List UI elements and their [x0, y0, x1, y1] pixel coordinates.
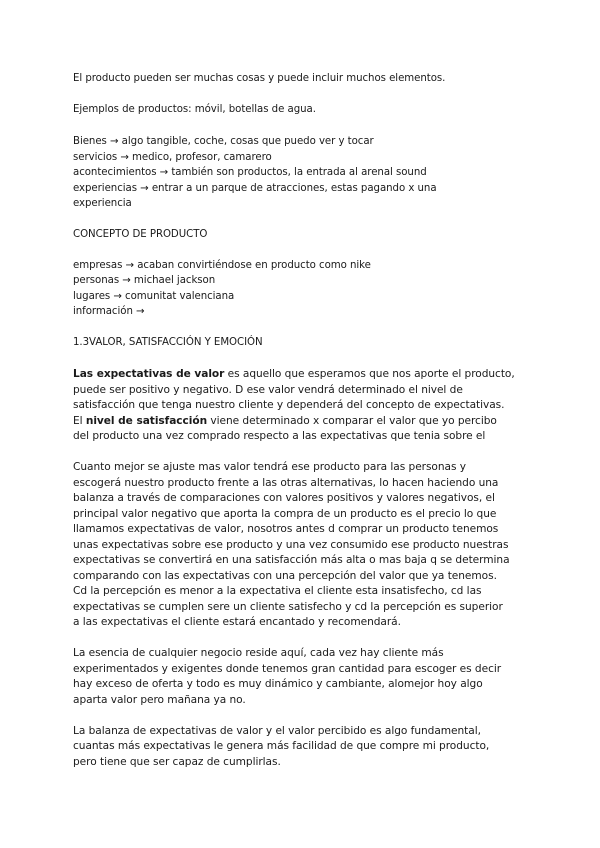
type-experiencias-cont: experiencia — [73, 198, 132, 209]
section-heading: 1.3VALOR, SATISFACCIÓN Y EMOCIÓN — [73, 337, 263, 348]
type-acontecimientos: acontecimientos → también son productos, la entrada al arenal sound — [73, 167, 427, 178]
p4-line: cuantas más expectativas le genera más facilidad de que compre mi producto, — [73, 740, 490, 752]
p2-line: expectativas se convertirá en una satisfacción más alta o mas baja q se determina — [73, 554, 510, 566]
p2-line: balanza a través de comparaciones con valores positivos y valores negativos, el — [73, 492, 495, 504]
bold-nivel-satisfaccion: nivel de satisfacción — [85, 415, 208, 427]
p1-line-1: Las expectativas de valor es aquello que esperamos que nos aporte el producto, — [73, 368, 515, 380]
concepto-informacion: información → — [73, 306, 145, 317]
p2-line: a las expectativas el cliente estará encantado y recomendará. — [73, 616, 401, 628]
concepto-personas: personas → michael jackson — [73, 275, 216, 286]
type-servicios: servicios → medico, profesor, camarero — [73, 152, 272, 163]
type-bienes: Bienes → algo tangible, coche, cosas que puedo ver y tocar — [73, 136, 374, 147]
p2-line: Cd la percepción es menor a la expectativa el cliente esta insatisfecho, cd las — [73, 585, 482, 597]
p2-line: unas expectativas sobre ese producto y una vez consumido ese producto nuestras — [73, 539, 509, 551]
p1-line-3: satisfacción que tenga nuestro cliente y dependerá del concepto de expectativas. — [73, 399, 505, 411]
p3-line: experimentados y exigentes donde tenemos gran cantidad para escoger es decir — [73, 663, 502, 675]
p1-line-2: puede ser positivo y negativo. D ese valor vendrá determinado el nivel de — [73, 384, 463, 396]
p2-line: principal valor negativo que aporta la compra de un producto es el precio lo que — [73, 508, 497, 520]
p2-line: Cuanto mejor se ajuste mas valor tendrá ese producto para las personas y — [73, 461, 466, 473]
concepto-heading: CONCEPTO DE PRODUCTO — [73, 229, 208, 240]
p1-line-5: del producto una vez comprado respecto a las expectativas que tenia sobre el — [73, 430, 486, 442]
concepto-empresas: empresas → acaban convirtiéndose en producto como nike — [73, 260, 371, 271]
concepto-lugares: lugares → comunitat valenciana — [73, 291, 235, 302]
intro-line-2: Ejemplos de productos: móvil, botellas de agua. — [73, 104, 316, 115]
bold-expectativas: Las expectativas de valor — [73, 368, 225, 380]
p4-line: La balanza de expectativas de valor y el valor percibido es algo fundamental, — [73, 725, 481, 737]
intro-line-1: El producto pueden ser muchas cosas y puede incluir muchos elementos. — [73, 73, 446, 84]
p2-line: comparando con las expectativas con una percepción del valor que ya tenemos. — [73, 570, 497, 582]
p3-line: hay exceso de oferta y todo es muy dinámico y cambiante, alomejor hoy algo — [73, 678, 483, 690]
p3-line: La esencia de cualquier negocio reside aquí, cada vez hay cliente más — [73, 647, 444, 659]
type-experiencias: experiencias → entrar a un parque de atracciones, estas pagando x una — [73, 183, 437, 194]
p2-line: expectativas se cumplen sere un cliente satisfecho y cd la percepción es superior — [73, 601, 503, 613]
p2-line: llamamos expectativas de valor, nosotros antes d comprar un producto tenemos — [73, 523, 499, 535]
p4-line: pero tiene que ser capaz de cumplirlas. — [73, 756, 281, 768]
p3-line: aparta valor pero mañana ya no. — [73, 694, 246, 706]
p2-line: escogerá nuestro producto frente a las otras alternativas, lo hacen haciendo una — [73, 477, 499, 489]
p1-line-4: El nivel de satisfacción viene determinado x comparar el valor que yo percibo — [73, 415, 497, 427]
